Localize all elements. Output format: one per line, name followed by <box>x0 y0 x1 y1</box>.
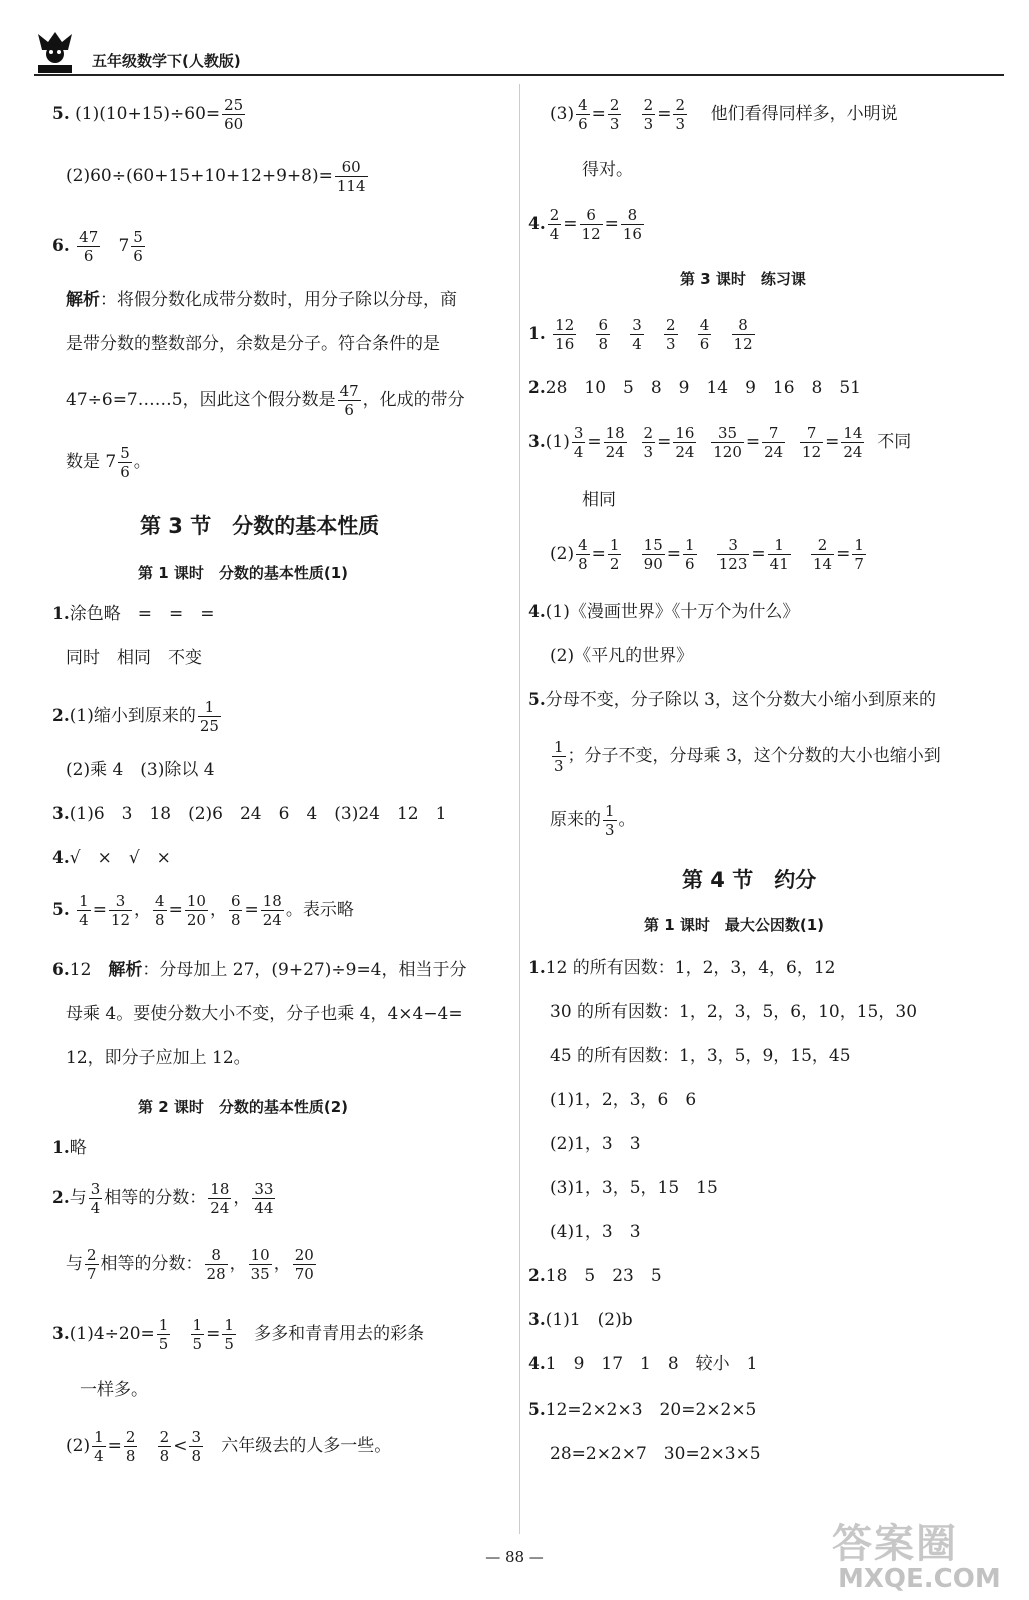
analysis-line-4: 数是 7 $\frac{5}{6}$ 。 <box>66 444 151 481</box>
lesson-heading: 第 1 课时 最大公因数(1) <box>644 916 825 934</box>
answer-3-3b: 得对。 <box>582 160 633 180</box>
practice-answer-5b: $\frac{1}{3}$ ；分子不变，分母乘 3，这个分数的大小也缩小到 <box>554 738 941 775</box>
answer-5-2: (2)60÷(60+15+10+12+9+8)= $\frac{60}{114}$ <box>66 158 366 195</box>
answer-3-3: (3) $\frac{4}{6}$ = $\frac{2}{3}$ $\frac{2}{3}$ = $\frac{2}{3}$ 他们看得同样多，小明说 <box>550 96 898 133</box>
lesson1-answer-6c: 12，即分子应加上 12。 <box>66 1048 251 1068</box>
gcf-answer-1d: (1)1，2，3，6 6 <box>550 1090 697 1110</box>
answer-5-1: 5. (1)(10+15)÷60= $\frac{25}{60}$ <box>52 96 244 133</box>
practice-answer-3-2: (2) $\frac{4}{8}$ = $\frac{1}{2}$ $\frac{15}{90}$ = $\frac{1}{6}$ $\frac{3}{123}$ = $\frac{1}{41}$ $\frac{2}{14}$ = $\frac{1}{7}$ <box>550 536 864 573</box>
lesson2-answer-3b: 一样多。 <box>80 1380 148 1400</box>
brand-logo-icon <box>34 28 76 74</box>
gcf-answer-1b: 30 的所有因数：1，2，3，5，6，10，15，30 <box>550 1002 918 1022</box>
section-heading: 第 4 节 约分 <box>682 868 817 892</box>
lesson1-answer-4: 4.√ × √ × <box>52 848 171 868</box>
gcf-answer-1g: (4)1，3 3 <box>550 1222 641 1242</box>
gcf-answer-4: 4.1 9 17 1 8 较小 1 <box>528 1354 758 1374</box>
lesson-heading: 第 2 课时 分数的基本性质(2) <box>138 1098 349 1116</box>
gcf-answer-1c: 45 的所有因数：1，3，5，9，15，45 <box>550 1046 851 1066</box>
answer-6: 6. $\frac{47}{6}$ 7 $\frac{5}{6}$ <box>52 228 143 265</box>
lesson1-answer-3: 3.(1)6 3 18 (2)6 24 6 4 (3)24 12 1 <box>52 804 447 824</box>
gcf-answer-2: 2.18 5 23 5 <box>528 1266 662 1286</box>
practice-answer-4-1: 4.(1)《漫画世界》《十万个为什么》 <box>528 602 800 622</box>
practice-answer-3-1b: 相同 <box>582 490 616 510</box>
analysis-line-2: 是带分数的整数部分，余数是分子。符合条件的是 <box>66 334 440 354</box>
gcf-answer-1f: (3)1，3，5，15 15 <box>550 1178 718 1198</box>
lesson1-answer-2b: (2)乘 4 (3)除以 4 <box>66 760 215 780</box>
lesson2-answer-3: 3.(1)4÷20= $\frac{1}{5}$ $\frac{1}{5}$ = $\frac{1}{5}$ 多多和青青用去的彩条 <box>52 1316 425 1353</box>
practice-answer-4-2: (2)《平凡的世界》 <box>550 646 694 666</box>
lesson-heading: 第 3 课时 练习课 <box>680 270 806 288</box>
gcf-answer-1a: 1.12 的所有因数：1，2，3，4，6，12 <box>528 958 836 978</box>
gcf-answer-3: 3.(1)1 (2)b <box>528 1310 633 1330</box>
lesson1-answer-6: 6.12 解析：分母加上 27，(9+27)÷9=4，相当于分 <box>52 960 467 980</box>
answer-4: 4. $\frac{2}{4}$ = $\frac{6}{12}$ = $\frac{8}{16}$ <box>528 206 642 243</box>
analysis-line-1: 解析：将假分数化成带分数时，用分子除以分母，商 <box>66 290 457 310</box>
book-title: 五年级数学下(人教版) <box>92 52 241 70</box>
fraction: $\frac{25}{60}$ <box>224 96 244 133</box>
fraction: $\frac{60}{114}$ <box>336 158 366 195</box>
section-heading: 第 3 节 分数的基本性质 <box>140 514 380 538</box>
practice-answer-5a: 5.分母不变，分子除以 3，这个分数大小缩小到原来的 <box>528 690 936 710</box>
lesson1-answer-2: 2.(1)缩小到原来的 $\frac{1}{25}$ <box>52 698 219 735</box>
practice-answer-2: 2.28 10 5 8 9 14 9 16 8 51 <box>528 378 861 398</box>
analysis-line-3: 47÷6=7……5，因此这个假分数是 $\frac{47}{6}$ ，化成的带分 <box>66 382 465 419</box>
page-number: — 88 — <box>485 1548 544 1566</box>
gcf-answer-5a: 5.12=2×2×3 20=2×2×5 <box>528 1400 757 1420</box>
header-rule <box>34 74 1004 76</box>
lesson1-answer-1: 1.涂色略 = = = <box>52 604 215 624</box>
lesson2-answer-3c: (2) $\frac{1}{4}$ = $\frac{2}{8}$ $\frac{2}{8}$ < $\frac{3}{8}$ 六年级去的人多一些。 <box>66 1428 392 1465</box>
practice-answer-3-1: 3.(1) $\frac{3}{4}$ = $\frac{18}{24}$ $\frac{2}{3}$ = $\frac{16}{24}$ $\frac{35}{120}$ = $\frac{7}{24}$ $\frac{7}{12}$ = $\frac{14}{24}$ 不同 <box>528 424 912 461</box>
gcf-answer-5b: 28=2×2×7 30=2×3×5 <box>550 1444 761 1464</box>
lesson-heading: 第 1 课时 分数的基本性质(1) <box>138 564 349 582</box>
lesson1-answer-6b: 母乘 4。要使分数大小不变，分子也乘 4，4×4−4= <box>66 1004 463 1024</box>
gcf-answer-1e: (2)1，3 3 <box>550 1134 641 1154</box>
page-header <box>34 28 1004 76</box>
lesson1-answer-5: 5. $\frac{1}{4}$ = $\frac{3}{12}$ ， $\frac{4}{8}$ = $\frac{10}{20}$ ， $\frac{6}{8}$ = $\frac{18}{24}$ 。表示略 <box>52 892 354 929</box>
watermark-url: MXQE.COM <box>838 1564 1001 1594</box>
lesson1-answer-1b: 同时 相同 不变 <box>66 648 202 668</box>
watermark <box>790 1512 1020 1596</box>
practice-answer-5c: 原来的 $\frac{1}{3}$ 。 <box>550 802 636 839</box>
lesson2-answer-1: 1.略 <box>52 1138 87 1158</box>
column-divider <box>519 84 520 1534</box>
lesson2-answer-2b: 与 $\frac{2}{7}$ 相等的分数： $\frac{8}{28}$ ， $\frac{10}{35}$ ， $\frac{20}{70}$ <box>66 1246 314 1283</box>
watermark-text: 答案圈 <box>832 1521 958 1567</box>
practice-answer-1: 1. $\frac{12}{16}$ $\frac{6}{8}$ $\frac{3}{4}$ $\frac{2}{3}$ $\frac{4}{6}$ $\frac{8}{12}$ <box>528 316 753 353</box>
lesson2-answer-2: 2.与 $\frac{3}{4}$ 相等的分数： $\frac{18}{24}$ ， $\frac{33}{44}$ <box>52 1180 274 1217</box>
